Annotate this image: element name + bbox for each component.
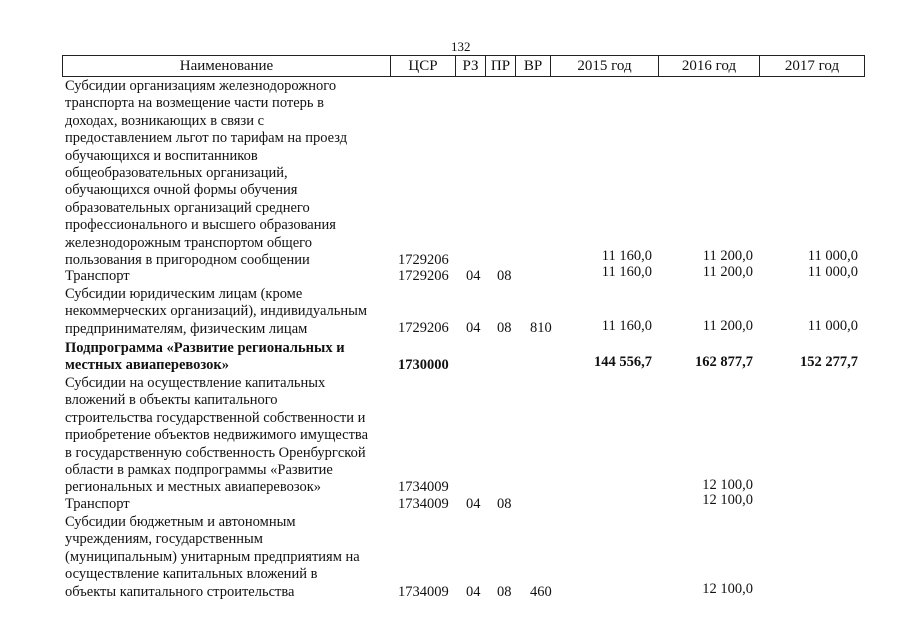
header-vr: ВР xyxy=(515,56,550,76)
row-2017: 11 000,0 xyxy=(807,318,858,334)
row-name: Транспорт xyxy=(65,268,130,284)
row-vr: 460 xyxy=(530,584,552,600)
row-2015: 11 160,0 xyxy=(601,318,652,334)
row-2016: 12 100,0 xyxy=(702,581,753,597)
row-2016: 12 100,0 xyxy=(702,492,753,508)
row-csr: 1730000 xyxy=(398,357,449,373)
row-pr: 08 xyxy=(497,496,512,512)
row-csr: 1729206 xyxy=(398,320,449,336)
row-csr: 1729206 xyxy=(398,268,449,284)
row-pr: 08 xyxy=(497,320,512,336)
row-vr: 810 xyxy=(530,320,552,336)
row-rz: 04 xyxy=(466,268,481,284)
row-csr: 1734009 xyxy=(398,479,449,495)
row-2016: 162 877,7 xyxy=(695,354,753,370)
row-2017: 152 277,7 xyxy=(800,354,858,370)
row-2017: 11 000,0 xyxy=(807,248,858,264)
row-2015: 144 556,7 xyxy=(594,354,652,370)
header-2016: 2016 год xyxy=(658,56,759,76)
row-2016: 12 100,0 xyxy=(702,477,753,493)
row-name: Транспорт xyxy=(65,496,130,512)
row-csr: 1734009 xyxy=(398,584,449,600)
row-rz: 04 xyxy=(466,320,481,336)
row-name: Субсидии бюджетным и автономным учреждениям, государственным (муниципальным) унитарным предприятиям на осуществление капитальных вложений в объекты капитального строительства xyxy=(65,514,360,600)
row-name: Субсидии на осуществление капитальных вложений в объекты капитального строительства государственной собственности и приобретение объектов недвижимого имущества в государственную собственность Оренбургской области в рамках подпрограммы «Развитие региональных и местных авиаперевозок» xyxy=(65,375,369,496)
header-pr: ПР xyxy=(485,56,515,76)
page-number: 132 xyxy=(451,39,471,54)
header-csr: ЦСР xyxy=(390,56,455,76)
header-name: Наименование xyxy=(62,56,390,76)
row-2016: 11 200,0 xyxy=(702,248,753,264)
row-rz: 04 xyxy=(466,496,481,512)
row-csr: 1734009 xyxy=(398,496,449,512)
header-2017: 2017 год xyxy=(759,56,865,76)
row-pr: 08 xyxy=(497,268,512,284)
row-name: Подпрограмма «Развитие региональных и местных авиаперевозок» xyxy=(65,340,345,374)
row-csr: 1729206 xyxy=(398,252,449,268)
row-2017: 11 000,0 xyxy=(807,264,858,280)
header-2015: 2015 год xyxy=(550,56,658,76)
row-name: Субсидии юридическим лицам (кроме некоммерческих организаций), индивидуальным предпринимателям, физическим лицам xyxy=(65,286,368,337)
table-header xyxy=(62,55,865,77)
header-rz: РЗ xyxy=(455,56,485,76)
row-2016: 11 200,0 xyxy=(702,318,753,334)
row-2015: 11 160,0 xyxy=(601,264,652,280)
row-name: Субсидии организациям железнодорожного транспорта на возмещение части потерь в доходах, возникающих в связи с предоставлением льгот по тарифам на проезд обучающихся и воспитанников общеобразовательных организаций, обучающихся очной формы обучения образовательных организаций среднего профессионального и высшего образования железнодорожным транспортом общего пользования в пригородном сообщении xyxy=(65,78,348,269)
row-pr: 08 xyxy=(497,584,512,600)
row-2015: 11 160,0 xyxy=(601,248,652,264)
row-rz: 04 xyxy=(466,584,481,600)
row-2016: 11 200,0 xyxy=(702,264,753,280)
